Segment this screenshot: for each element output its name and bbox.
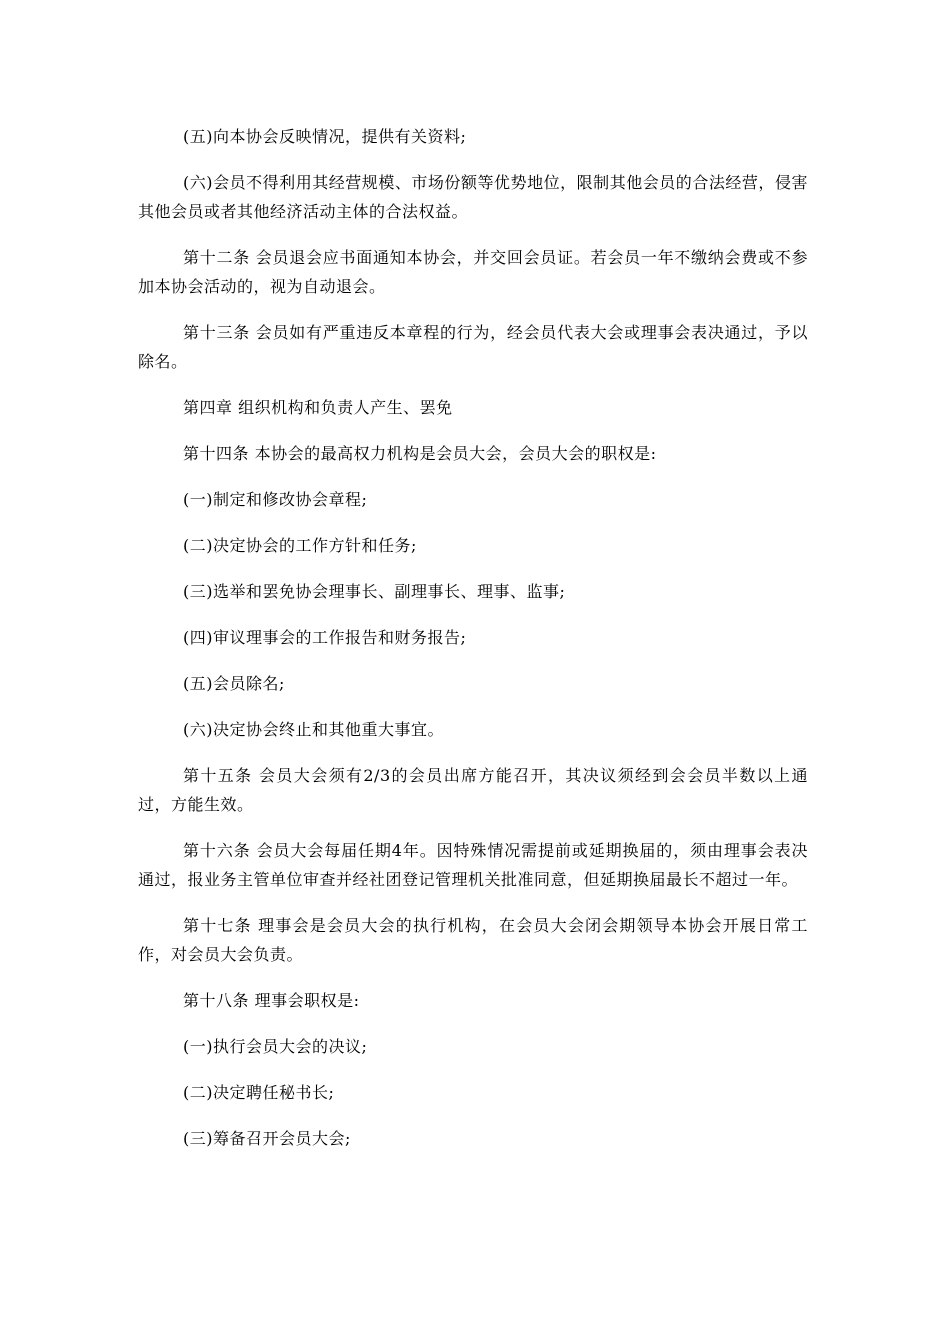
article-14-item-2: (二)决定协会的工作方针和任务; bbox=[183, 536, 417, 555]
paragraph-item-6: (六)会员不得利用其经营规模、市场份额等优势地位，限制其他会员的合法经营，侵害其他会员或者其他经济活动主体的合法权益。 bbox=[138, 173, 808, 221]
paragraph-item-5: (五)向本协会反映情况，提供有关资料; bbox=[183, 127, 467, 146]
article-14-item-3: (三)选举和罢免协会理事长、副理事长、理事、监事; bbox=[183, 582, 566, 601]
article-17: 第十七条 理事会是会员大会的执行机构，在会员大会闭会期领导本协会开展日常工作，对会员大会负责。 bbox=[138, 916, 808, 964]
article-14-item-4: (四)审议理事会的工作报告和财务报告; bbox=[183, 628, 467, 647]
article-18-item-2: (二)决定聘任秘书长; bbox=[183, 1083, 335, 1102]
article-14-item-1: (一)制定和修改协会章程; bbox=[183, 490, 368, 509]
article-12: 第十二条 会员退会应书面通知本协会，并交回会员证。若会员一年不缴纳会费或不参加本协会活动的，视为自动退会。 bbox=[138, 248, 808, 296]
document-body bbox=[138, 122, 808, 1170]
article-18-item-3: (三)筹备召开会员大会; bbox=[183, 1129, 351, 1148]
article-14-item-5: (五)会员除名; bbox=[183, 674, 285, 693]
article-15: 第十五条 会员大会须有2/3的会员出席方能召开，其决议须经到会会员半数以上通过，方能生效。 bbox=[138, 766, 808, 814]
article-16: 第十六条 会员大会每届任期4年。因特殊情况需提前或延期换届的，须由理事会表决通过，报业务主管单位审查并经社团登记管理机关批准同意，但延期换届最长不超过一年。 bbox=[138, 841, 808, 889]
article-18-item-1: (一)执行会员大会的决议; bbox=[183, 1037, 368, 1056]
article-18: 第十八条 理事会职权是: bbox=[183, 991, 360, 1010]
article-14: 第十四条 本协会的最高权力机构是会员大会，会员大会的职权是: bbox=[183, 444, 657, 463]
article-13: 第十三条 会员如有严重违反本章程的行为，经会员代表大会或理事会表决通过，予以除名。 bbox=[138, 323, 808, 371]
article-14-item-6: (六)决定协会终止和其他重大事宜。 bbox=[183, 720, 444, 739]
chapter-4-heading: 第四章 组织机构和负责人产生、罢免 bbox=[183, 398, 453, 417]
